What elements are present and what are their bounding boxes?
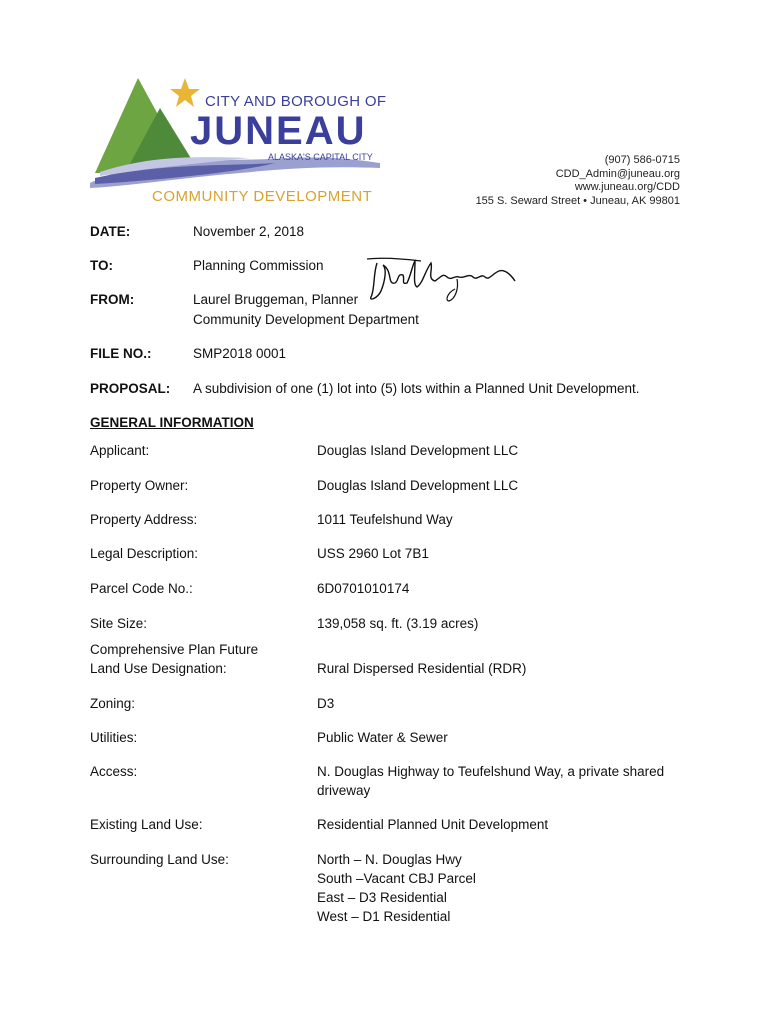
info-label: Site Size:	[90, 616, 148, 631]
to-value: Planning Commission	[193, 258, 324, 273]
cbj-logo	[90, 68, 387, 208]
logo-juneau-text: JUNEAU	[190, 109, 367, 153]
from-value-department: Community Development Department	[193, 312, 419, 327]
from-label: FROM:	[90, 292, 135, 307]
date-value: November 2, 2018	[193, 224, 305, 239]
info-label: Property Address:	[90, 512, 198, 527]
info-label: Surrounding Land Use:	[90, 852, 229, 867]
logo-city-borough-text: CITY AND BOROUGH OF	[205, 93, 387, 110]
info-value-north: North – N. Douglas Hwy	[317, 852, 462, 867]
from-value-name: Laurel Bruggeman, Planner	[193, 292, 359, 307]
info-value: 1011 Teufelshund Way	[317, 512, 453, 527]
info-value: Public Water & Sewer	[317, 730, 448, 745]
logo-community-development-text: COMMUNITY DEVELOPMENT	[152, 188, 373, 205]
signature-image	[365, 255, 525, 303]
info-label-line-2: Land Use Designation:	[90, 661, 227, 676]
to-label: TO:	[90, 258, 113, 273]
info-value-line-1: N. Douglas Highway to Teufelshund Way, a private shared	[317, 764, 665, 779]
contact-address: 155 S. Seward Street • Juneau, AK 99801	[475, 194, 680, 207]
info-value: USS 2960 Lot 7B1	[317, 546, 429, 561]
info-value: 139,058 sq. ft. (3.19 acres)	[317, 616, 479, 631]
info-value: Residential Planned Unit Development	[317, 817, 549, 832]
info-label: Zoning:	[90, 696, 136, 711]
info-label: Parcel Code No.:	[90, 581, 193, 596]
general-information-heading: GENERAL INFORMATION	[90, 415, 254, 430]
info-value: 6D0701010174	[317, 581, 410, 596]
contact-block	[476, 154, 680, 208]
info-value-west: West – D1 Residential	[317, 909, 451, 924]
info-label: Applicant:	[90, 443, 150, 458]
info-label: Legal Description:	[90, 546, 199, 561]
info-value: Rural Dispersed Residential (RDR)	[317, 661, 527, 676]
info-label: Existing Land Use:	[90, 817, 203, 832]
info-value: Douglas Island Development LLC	[317, 443, 519, 458]
contact-web[interactable]: www.juneau.org/CDD	[574, 181, 680, 193]
info-value: D3	[317, 696, 335, 711]
info-label: Access:	[90, 764, 138, 779]
info-value: Douglas Island Development LLC	[317, 478, 519, 493]
contact-phone: (907) 586-0715	[604, 154, 680, 166]
info-value-south: South –Vacant CBJ Parcel	[317, 871, 476, 886]
info-label: Utilities:	[90, 730, 138, 745]
info-label-line-1: Comprehensive Plan Future	[90, 642, 259, 657]
proposal-value: A subdivision of one (1) lot into (5) lots within a Planned Unit Development.	[193, 381, 640, 396]
contact-email[interactable]: CDD_Admin@juneau.org	[555, 167, 680, 180]
info-value-line-2: driveway	[317, 783, 371, 798]
file-label: FILE NO.:	[90, 346, 152, 361]
logo-capital-text: ALASKA'S CAPITAL CITY	[268, 152, 373, 162]
date-label: DATE:	[90, 224, 131, 239]
file-value: SMP2018 0001	[193, 346, 287, 361]
info-label: Property Owner:	[90, 478, 189, 493]
proposal-label: PROPOSAL:	[90, 381, 171, 396]
info-value-east: East – D3 Residential	[317, 890, 447, 905]
